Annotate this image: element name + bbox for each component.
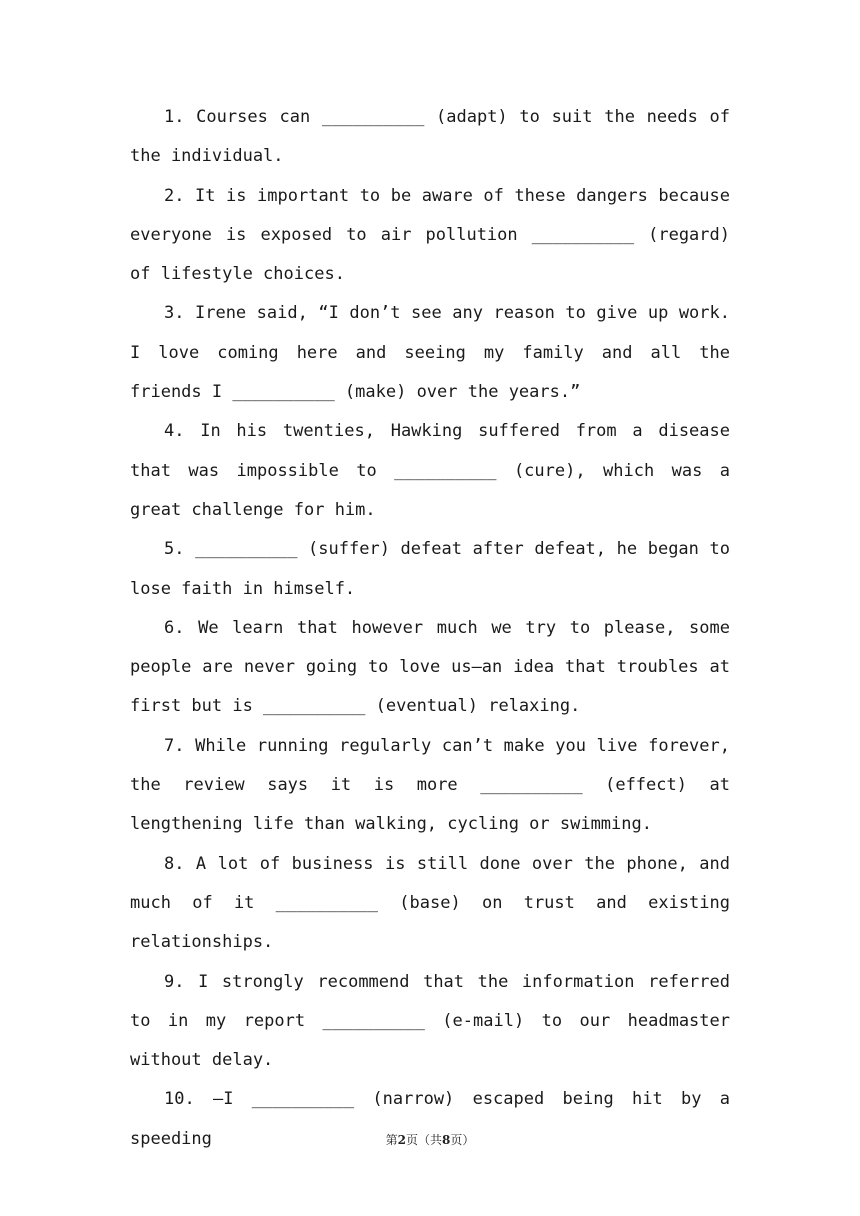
question-4: 4. In his twenties, Hawking suffered from a disease that was impossible to __________ (cure), which was a great challenge for him. xyxy=(130,421,730,520)
footer-current-page: 2 xyxy=(397,1133,406,1147)
question-7: 7. While running regularly can’t make you live forever, the review says it is more __________ (effect) at lengthening life than walking, cycling or swimming. xyxy=(130,735,730,835)
question-list xyxy=(130,98,730,1159)
question-6: 6. We learn that however much we try to please, some people are never going to love us—an idea that troubles at first but is __________ (eventual) relaxing. xyxy=(130,617,730,717)
question-5: 5. __________ (suffer) defeat after defeat, he began to lose faith in himself. xyxy=(130,539,730,599)
question-10: 10. —I __________ (narrow) escaped being hit by a speeding xyxy=(130,1089,730,1149)
question-9: 9. I strongly recommend that the information referred to in my report __________ (e-mail) to our headmaster without delay. xyxy=(130,971,730,1071)
page-footer xyxy=(0,1131,860,1148)
question-8: 8. A lot of business is still done over the phone, and much of it __________ (base) on trust and existing relationships. xyxy=(130,853,730,953)
footer-total-pages: 8 xyxy=(442,1133,451,1147)
footer-middle: 页（共 xyxy=(405,1133,442,1147)
footer-prefix: 第 xyxy=(385,1133,398,1147)
footer-suffix: 页） xyxy=(450,1133,475,1147)
question-3: 3. Irene said, “I don’t see any reason to give up work. I love coming here and seeing my family and all the friends I __________ (make) over the years.” xyxy=(130,303,730,403)
question-2: 2. It is important to be aware of these dangers because everyone is exposed to air pollution __________ (regard) of lifestyle choices. xyxy=(130,185,730,285)
question-1: 1. Courses can __________ (adapt) to suit the needs of the individual. xyxy=(130,107,730,167)
